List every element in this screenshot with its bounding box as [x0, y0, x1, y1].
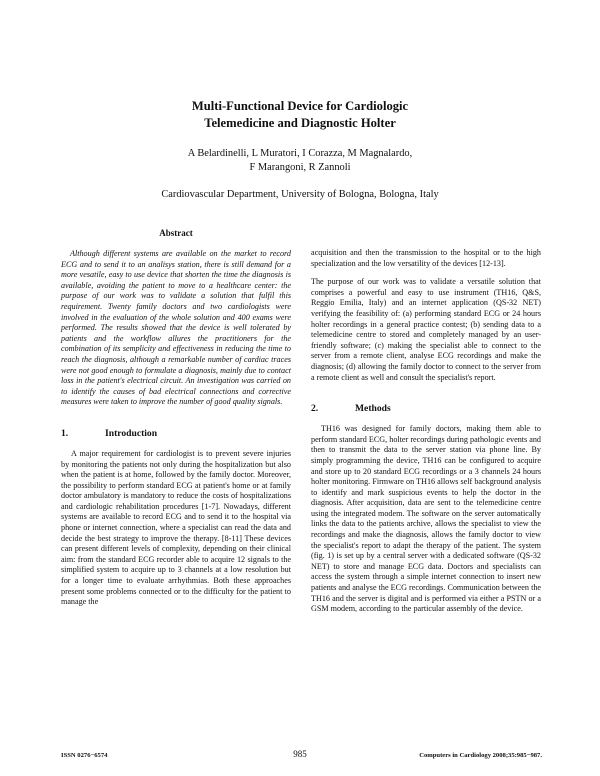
author-list	[60, 147, 540, 174]
left-column	[61, 228, 291, 608]
section-title: Introduction	[105, 427, 158, 439]
section-heading-methods	[311, 403, 541, 415]
footer-page-number: 985	[293, 749, 307, 759]
abstract-text: Although different systems are available on the market to record ECG and to send it to an analisys station, there is still demand for a more vesatile, easy to use device that shorten the time the diagnosis is available, avoiding the patient to move to a healthcare center: the purpose of our work was to validate a solution that fulfil this requirement. Twenty family doctors and two cardiologists were involved in the evaluation of the whole solution and 400 exams were performed. The results showed that the device is well tolerated by patients and the workflow allures the practitioners for the combination of its semplicity and effectiveness in reducing the time to reach the diagnosis, although a remarkable number of cardiac traces were not good enough to formulate a diagnosis, mainly due to contact loss in the patient's electrical circuit. An investigation was carried on to identify the causes of bad electrical connections and corrective measures were taken to improve the number of good quality signals.	[61, 249, 291, 407]
section-heading-introduction	[61, 428, 291, 440]
title-line-1: Multi-Functional Device for Cardiologic	[191, 99, 409, 113]
authors-line-1: A Belardinelli, L Muratori, I Corazza, M Magnalardo,	[187, 148, 413, 159]
methods-text: TH16 was designed for family doctors, making them able to perform standard ECG, holter recordings during pathologic events and then to transmit the data to the server station via phone line. By simply programming the device, TH16 can be configured to acquire and store up to 20 standard ECG recordings or a 3 channels 24 hours holter monitoring. Firmware on TH16 allows self background analysis to identify and mark suspicious events to help the doctor in the diagnosis. After acquisition, data are sent to the telemedicine centre using the integrated modem. The software on the server automatically links the data to the patients archive, allows the specialist to view the recordings and make the diagnosis, allows the family doctor to view the specialist's report to adapt the therapy of the patient. The system (fig. 1) is set up by a central server with a dedicated software (QS-32 NET) to store and manage ECG data. Doctors and specialists can access the system through a simple internet connection to insert new patients and analyse the ECG recordings. Communication between the TH16 and the server is digital and is performed via either a PSTN or a GSM modem, according to the particular assembly of the device.	[311, 424, 541, 614]
right-column	[311, 248, 541, 615]
section-number: 2.	[311, 403, 319, 415]
section-title: Methods	[355, 403, 391, 415]
introduction-continued-text: acquisition and then the transmission to the hospital or to the high specialization and the low versatility of the devices [12-13].	[311, 248, 541, 268]
footer-journal: Computers in Cardiology 2008;35:985−987.	[419, 752, 542, 759]
introduction-text: A major requirement for cardiologist is to prevent severe injuries by monitoring the patients not only during the hospitalization but also when the patient is at home, followed by the family doctor. Moreover, the possibility to perform standard ECG at patient's home or at family doctor ambulatory is mandatory to reduce the costs of hospitalizations and cardiologic rehabilitation procedures [1-7]. Nowadays, different systems are available to record ECG and to send it to the hospital via phone or internet connection, where a specialist can read the data and decide the best strategy to improve the therapy. [8-11] These devices can present different levels of complexity, depending on their clinical aim: from the standard ECG recorder able to acquire 12 signals to the simplified system to acquire up to 3 channels at a low resolution but for a longer time to evaluate arrhythmias. Both these approaches present some problems connected or to the difficulty for the patient to manage the	[61, 448, 291, 607]
abstract-heading: Abstract	[159, 228, 193, 238]
paper-title	[60, 98, 540, 132]
section-number: 1.	[61, 427, 69, 439]
purpose-paragraph: The purpose of our work was to validate a versatile solution that comprises a powerful and easy to use instrument (TH16, Q&S, Reggio Emilia, Italy) and an internet application (QS-32 NET) verifying the feasibility of: (a) performing standard ECG or 24 hours holter recordings in a general practice contest; (b) sending data to a telemedicine centre to stored and completely managed by an user-friendly software; (c) making the specialist able to connect to the server from a remote client, analyse ECG recordings and make the diagnosis; (d) allowing the family doctor to connect to the server from a remote client as well and consult the specialist's report.	[311, 277, 541, 382]
affiliation: Cardiovascular Department, University of Bologna, Bologna, Italy	[161, 189, 439, 200]
authors-line-2: F Marangoni, R Zannoli	[249, 161, 351, 173]
title-line-2: Telemedicine and Diagnostic Holter	[204, 116, 396, 130]
footer-issn: ISSN 0276−6574	[61, 752, 108, 759]
